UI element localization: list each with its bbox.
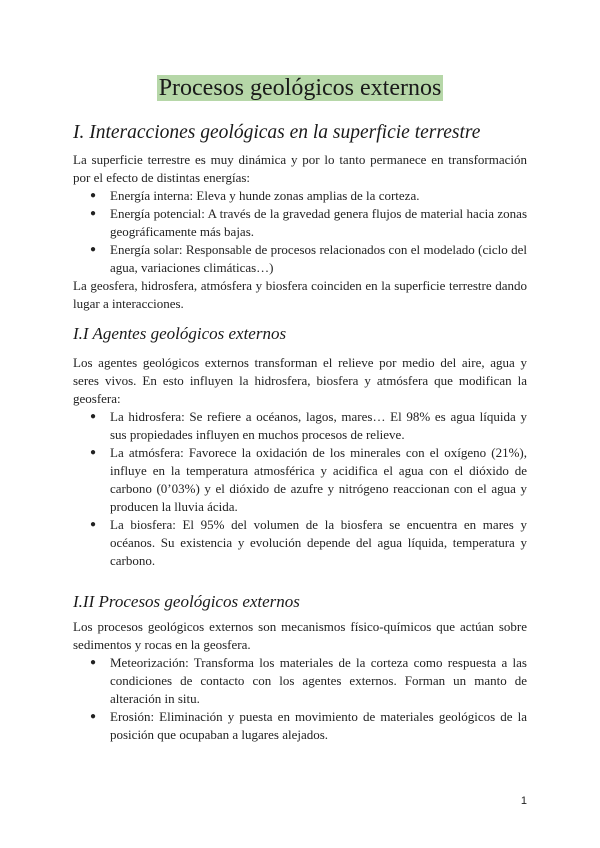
bullet-icon: ●	[90, 208, 97, 219]
bullet-icon: ●	[90, 447, 97, 458]
section-heading-1: I. Interacciones geológicas en la superficie terrestre	[73, 122, 481, 143]
section-3-body	[73, 618, 527, 744]
list-item-text: Energía potencial: A través de la gravedad genera flujos de material hacia zonas geográficamente más bajas.	[110, 206, 527, 239]
section-heading-2: I.I Agentes geológicos externos	[73, 324, 287, 343]
paragraph: La superficie terrestre es muy dinámica y por lo tanto permanece en transformación por el efecto de distintas energías:	[73, 152, 527, 185]
document-title	[0, 73, 600, 103]
list-item-text: Energía solar: Responsable de procesos relacionados con el modelado (ciclo del agua, variaciones climáticas…)	[110, 242, 527, 275]
paragraph: Los procesos geológicos externos son mecanismos físico-químicos que actúan sobre sedimentos y rocas en la geosfera.	[73, 619, 527, 652]
bullet-icon: ●	[90, 711, 97, 722]
bullet-icon: ●	[90, 411, 97, 422]
list-item-text: Energía interna: Eleva y hunde zonas amplias de la corteza.	[110, 188, 420, 203]
bullet-list	[73, 187, 527, 277]
list-item	[73, 205, 527, 241]
list-item	[73, 444, 527, 516]
section-1-body	[73, 151, 527, 313]
bullet-icon: ●	[90, 519, 97, 530]
list-item-text: Erosión: Eliminación y puesta en movimiento de materiales geológicos de la posición que ocupaban a lugares alejados.	[110, 709, 527, 742]
list-item-text: La biosfera: El 95% del volumen de la biosfera se encuentra en mares y océanos. Su existencia y evolución depende del agua líquida, temperatura y carbono.	[110, 517, 527, 568]
paragraph: Los agentes geológicos externos transforman el relieve por medio del aire, agua y seres vivos. En esto influyen la hidrosfera, biosfera y atmósfera que modifican la geosfera:	[73, 355, 527, 406]
section-heading-3: I.II Procesos geológicos externos	[73, 592, 300, 611]
list-item-text: La hidrosfera: Se refiere a océanos, lagos, mares… El 98% es agua líquida y sus propiedades influyen en muchos procesos de relieve.	[110, 409, 527, 442]
bullet-icon: ●	[90, 657, 97, 668]
list-item-text: Meteorización: Transforma los materiales de la corteza como respuesta a las condiciones de contacto con los agentes externos. Forman un manto de alteración in situ.	[110, 655, 527, 706]
list-item-text: La atmósfera: Favorece la oxidación de los minerales con el oxígeno (21%), influye en la temperatura atmosférica y acidifica el agua con el dióxido de carbono (0’03%) y el dióxido de azufre y nitrógeno reaccionan con el agua y producen la lluvia ácida.	[110, 445, 527, 514]
list-item	[73, 408, 527, 444]
page-number: 1	[520, 795, 527, 807]
bullet-list	[73, 408, 527, 570]
list-item	[73, 708, 527, 744]
bullet-list	[73, 654, 527, 744]
title-text: Procesos geológicos externos	[158, 75, 442, 101]
list-item	[73, 241, 527, 277]
list-item	[73, 516, 527, 570]
list-item	[73, 187, 527, 205]
bullet-icon: ●	[90, 190, 97, 201]
bullet-icon: ●	[90, 244, 97, 255]
section-2-body	[73, 354, 527, 570]
paragraph: La geosfera, hidrosfera, atmósfera y biosfera coinciden en la superficie terrestre dando lugar a interacciones.	[73, 278, 527, 311]
list-item	[73, 654, 527, 708]
